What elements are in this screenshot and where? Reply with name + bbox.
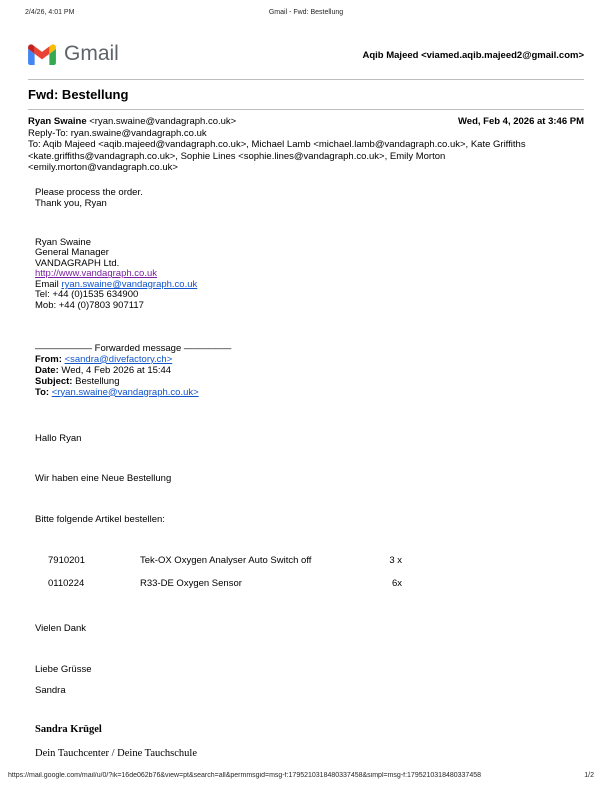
forwarder-signature-tagline: Dein Tauchcenter / Deine Tauchschule [35, 747, 197, 759]
email-label: Email [35, 278, 62, 290]
forwarded-from-row [35, 354, 584, 365]
forwarded-subject-row [35, 376, 584, 387]
website-link[interactable]: http://www.vandagraph.co.uk [35, 268, 157, 280]
signature-name: Ryan Swaine [35, 236, 91, 248]
gmail-logo-center-m [35, 46, 50, 59]
message-date: Wed, Feb 4, 2026 at 3:46 PM [457, 116, 584, 127]
forwarded-to-label: To: [35, 386, 52, 398]
item-quantity: 6x [391, 577, 402, 589]
order-items-table [48, 555, 584, 589]
gmail-header-row [28, 42, 584, 66]
subject-divider [28, 109, 584, 110]
forwarded-to-row [35, 387, 584, 398]
print-footer [8, 772, 594, 779]
sender-name: Ryan Swaine [28, 116, 87, 127]
gmail-m-icon [28, 44, 56, 65]
item-sku: 7910201 [48, 554, 85, 566]
print-footer-url: https://mail.google.com/mail/u/0/?ik=16de062b76&view=pt&search=all&permmsgid=msg-f:1795210318480337458&simpl=msg-f:1795210318480337458 [8, 772, 482, 779]
message-body [28, 187, 584, 759]
intro-line-2: Thank you, Ryan [35, 197, 107, 209]
email-print-page [28, 0, 584, 759]
signature-role: General Manager [35, 247, 109, 259]
item-sku: 0110224 [48, 577, 85, 589]
message-reply-to: Reply-To: ryan.swaine@vandagraph.co.uk [28, 127, 207, 139]
gmail-wordmark: Gmail [64, 42, 119, 65]
signoff-name: Sandra [35, 684, 66, 696]
print-datetime: 2/4/26, 4:01 PM [25, 9, 75, 16]
account-identity: Aqib Majeed <viamed.aqib.majeed2@gmail.com> [362, 50, 584, 61]
message-headers [28, 116, 584, 174]
signature-email-link[interactable]: ryan.swaine@vandagraph.co.uk [61, 278, 198, 290]
order-intro: Wir haben eine Neue Bestellung [35, 472, 172, 484]
email-subject: Fwd: Bestellung [28, 87, 129, 102]
forwarded-subject-label: Subject: [35, 375, 76, 387]
item-description: R33-DE Oxygen Sensor [140, 577, 242, 589]
print-title: Gmail - Fwd: Bestellung [268, 9, 344, 16]
intro-line-1: Please process the order. [35, 186, 143, 198]
signature-company: VANDAGRAPH Ltd. [35, 257, 120, 269]
thanks-line: Vielen Dank [35, 622, 87, 634]
signature-mobile: Mob: +44 (0)7803 907117 [35, 300, 144, 312]
forwarded-divider: —————— Forwarded message ————— [35, 342, 232, 354]
order-request: Bitte folgende Artikel bestellen: [35, 513, 165, 525]
forwarded-to-link[interactable]: <ryan.swaine@vandagraph.co.uk> [51, 386, 199, 398]
forwarded-message-block [35, 343, 584, 398]
item-description: Tek-OX Oxygen Analyser Auto Switch off [140, 554, 312, 566]
signature-tel: Tel: +44 (0)1535 634900 [35, 289, 139, 301]
forwarded-date-label: Date: [35, 364, 62, 376]
greeting: Hallo Ryan [35, 432, 82, 444]
forwarded-from-link[interactable]: <sandra@divefactory.ch> [64, 353, 173, 365]
forwarded-from-label: From: [35, 353, 65, 365]
item-quantity: 3 x [389, 554, 402, 566]
forwarder-signature-name: Sandra Krügel [35, 723, 102, 735]
forwarded-subject-value: Bestellung [75, 375, 120, 387]
page-indicator: 1/2 [584, 772, 594, 779]
intro-paragraph [35, 187, 584, 209]
order-item-row [48, 555, 584, 566]
forwarded-date-row [35, 365, 584, 376]
header-divider [28, 79, 584, 80]
closing-line: Liebe Grüsse [35, 663, 92, 675]
message-to: To: Aqib Majeed <aqib.majeed@vandagraph.co.uk>, Michael Lamb <michael.lamb@vandagraph.co.uk>, Kate Griffiths <kate.griffiths@vandagraph.co.uk>, Sophie Lines <sophie.lines@vandagraph.co.uk>, Emily Morton <emily.morton@vandagraph.co.uk> [28, 139, 526, 173]
sender-signature-block [35, 238, 584, 312]
sender-email: <ryan.swaine@vandagraph.co.uk> [86, 116, 237, 127]
forwarded-date-value: Wed, 4 Feb 2026 at 15:44 [61, 364, 172, 376]
order-item-row [48, 578, 584, 589]
